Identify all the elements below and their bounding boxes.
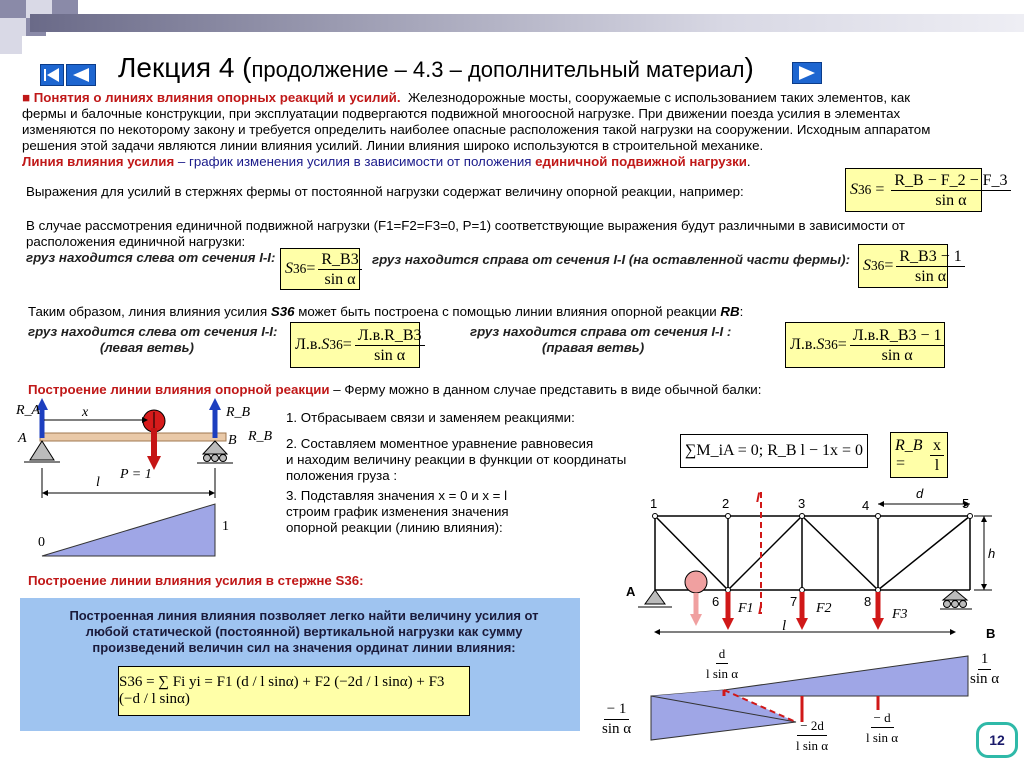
page-title: Лекция 4 (продолжение – 4.3 – дополнительный материал): [118, 52, 754, 83]
support-a: [30, 441, 54, 460]
p-label: P = 1: [120, 467, 152, 482]
node-2-label: 2: [722, 496, 730, 511]
rb2-label: R_B: [248, 429, 273, 444]
ord-right: $\frac{1}{\text{sin α}}$: [970, 651, 1000, 687]
page-number-badge: 12: [976, 722, 1018, 758]
header-bar: [30, 14, 1024, 32]
node-4-label: 4: [862, 498, 870, 513]
influence-line-rb: [42, 504, 215, 556]
decor-square: [0, 0, 26, 18]
expr-text: Выражения для усилий в стержнях фермы от постоянной нагрузки содержат величину опорной реакции, например:: [26, 184, 744, 199]
unit-load-wheel: [685, 571, 707, 593]
truss-b-label: B: [986, 626, 996, 641]
node-5-label: 5: [962, 496, 970, 511]
step3-text: 3. Подставляя значения x = 0 и x = l строим график изменения значения опорной реакции (линию влияния):: [286, 488, 509, 535]
ra-label: R_A: [16, 403, 41, 418]
section-label-top: I: [756, 489, 760, 505]
summary-text: Построенная линия влияния позволяет легко найти величину усилия от любой статической (постоянной) вертикальной нагрузки как сумму произведений величин сил на значения ординат линии влияния:: [69, 608, 539, 655]
intro-paragraph: ■ Понятия о линиях влияния опорных реакций и усилий. Железнодорожные мосты, сооружаемые с использованием таких элементов, как фермы и балочные конструкции, при эксплуатации подвергаются подвижной многоосной нагрузке. При движении поезда усилия в элементах изменяются по некоторому закону и требуется определить наиболее опасные расположения такой нагрузки на сооружении. Исходным аппаратом решения этой задачи являются линии влияния усилий. Линии влияния широко используются в строительной механике. Линия влияния усилия – график изменения усилия в зависимости от положения единичной подвижной нагрузки.: [22, 90, 931, 169]
truss-diagram: [600, 486, 1024, 646]
decor-square: [0, 18, 26, 36]
right-load-label: груз находится справа от сечения I-I (на оставленной части фермы):: [372, 252, 850, 267]
prev-slide-button[interactable]: [66, 64, 96, 86]
section-label-bottom: I: [758, 601, 762, 617]
d-label: d: [916, 486, 924, 501]
truss-support-a: [645, 590, 665, 604]
node-1-label: 1: [650, 496, 658, 511]
formula-right-unit: S 36 = $\frac{R\_B3 - 1}{\text{sin α}}$: [858, 244, 948, 288]
summary-box: [20, 598, 580, 731]
formula-lv-right: Л.в. S 36 = $\frac{Л.в.R\_B3 - 1}{\text{sin α}}$: [785, 322, 945, 368]
summary-formula: S36 = ∑ Fi yi = F1 (d / l sinα) + F2 (−2d / l sinα) + F3 (−d / l sinα): [118, 666, 470, 716]
prev-icon: [67, 65, 95, 85]
il-one-label: 1: [222, 519, 229, 534]
formula-left-unit: S 36 = $\frac{R\_B3}{\text{sin α}}$: [280, 248, 360, 290]
x-label: x: [82, 405, 89, 420]
step1-text: 1. Отбрасываем связи и заменяем реакциями:: [286, 410, 575, 425]
first-slide-button[interactable]: [40, 64, 64, 86]
il-s36-heading: Построение линии влияния усилия в стержне S36:: [28, 573, 364, 588]
f2-label: F2: [816, 601, 832, 616]
node-3-label: 3: [798, 496, 806, 511]
node-7-label: 7: [790, 594, 798, 609]
formula-lv-left: Л.в. S 36 = $\frac{Л.в.R\_B3}{\text{sin α}}$: [290, 322, 420, 368]
a-label: A: [18, 431, 27, 446]
il-positive-area: [651, 656, 968, 696]
decor-square: [0, 36, 22, 54]
next-slide-button[interactable]: [792, 62, 822, 84]
formula-s36-const: S 36 = $\frac{R\_B - F\_2 - F\_3}{\text{sin α}}$: [845, 168, 982, 212]
il-zero-label: 0: [38, 535, 45, 550]
right-branch-label: груз находится справа от сечения I-I : (правая ветвь): [470, 324, 732, 355]
h-label: h: [988, 546, 996, 561]
skip-back-icon: [41, 65, 63, 85]
ord-mid2: $\frac{- d}{\text{l sin α}}$: [866, 710, 899, 745]
truss-support-b: [943, 590, 967, 600]
unit-load-text: В случае рассмотрения единичной подвижной нагрузки (F1=F2=F3=0, P=1) соответствующие выражения будут различными в зависимости от расположения единичной нагрузки: груз находится слева от сечения I-I:: [26, 218, 905, 265]
ord-top: $\frac{d}{\text{l sin α}}$: [706, 646, 739, 681]
truss-a-label: A: [626, 584, 636, 599]
formula-rb: R_B = $\frac{x}{l}$: [890, 432, 948, 478]
l-label: l: [96, 475, 100, 490]
f1-label: F1: [738, 601, 754, 616]
moment-equation: ∑M_iA = 0; R_B l − 1x = 0: [680, 434, 868, 468]
support-b: [203, 441, 227, 454]
beam-diagram: [14, 398, 284, 568]
step2-text: 2. Составляем моментное уравнение равновесия и находим величину реакции в функции от координаты положения груза :: [286, 436, 627, 483]
beam-bar: [40, 433, 226, 441]
f3-label: F3: [892, 607, 908, 622]
reaction-heading: Построение линии влияния опорной реакции – Ферму можно в данном случае представить в виде обычной балки:: [28, 382, 762, 397]
node-8-label: 8: [864, 594, 872, 609]
b-label: B: [228, 433, 237, 448]
rb-label: R_B: [226, 405, 251, 420]
left-branch-label: груз находится слева от сечения I-I: (левая ветвь): [28, 324, 278, 355]
node-6-label: 6: [712, 594, 720, 609]
truss-l-label: l: [782, 618, 787, 634]
thus-text: Таким образом, линия влияния усилия S36 может быть построена с помощью линии влияния опорной реакции RB:: [28, 304, 744, 319]
ord-left: $\frac{- 1}{\text{sin α}}$: [602, 701, 632, 737]
ord-mid: $\frac{- 2d}{\text{l sin α}}$: [796, 718, 829, 753]
next-icon: [793, 63, 821, 83]
